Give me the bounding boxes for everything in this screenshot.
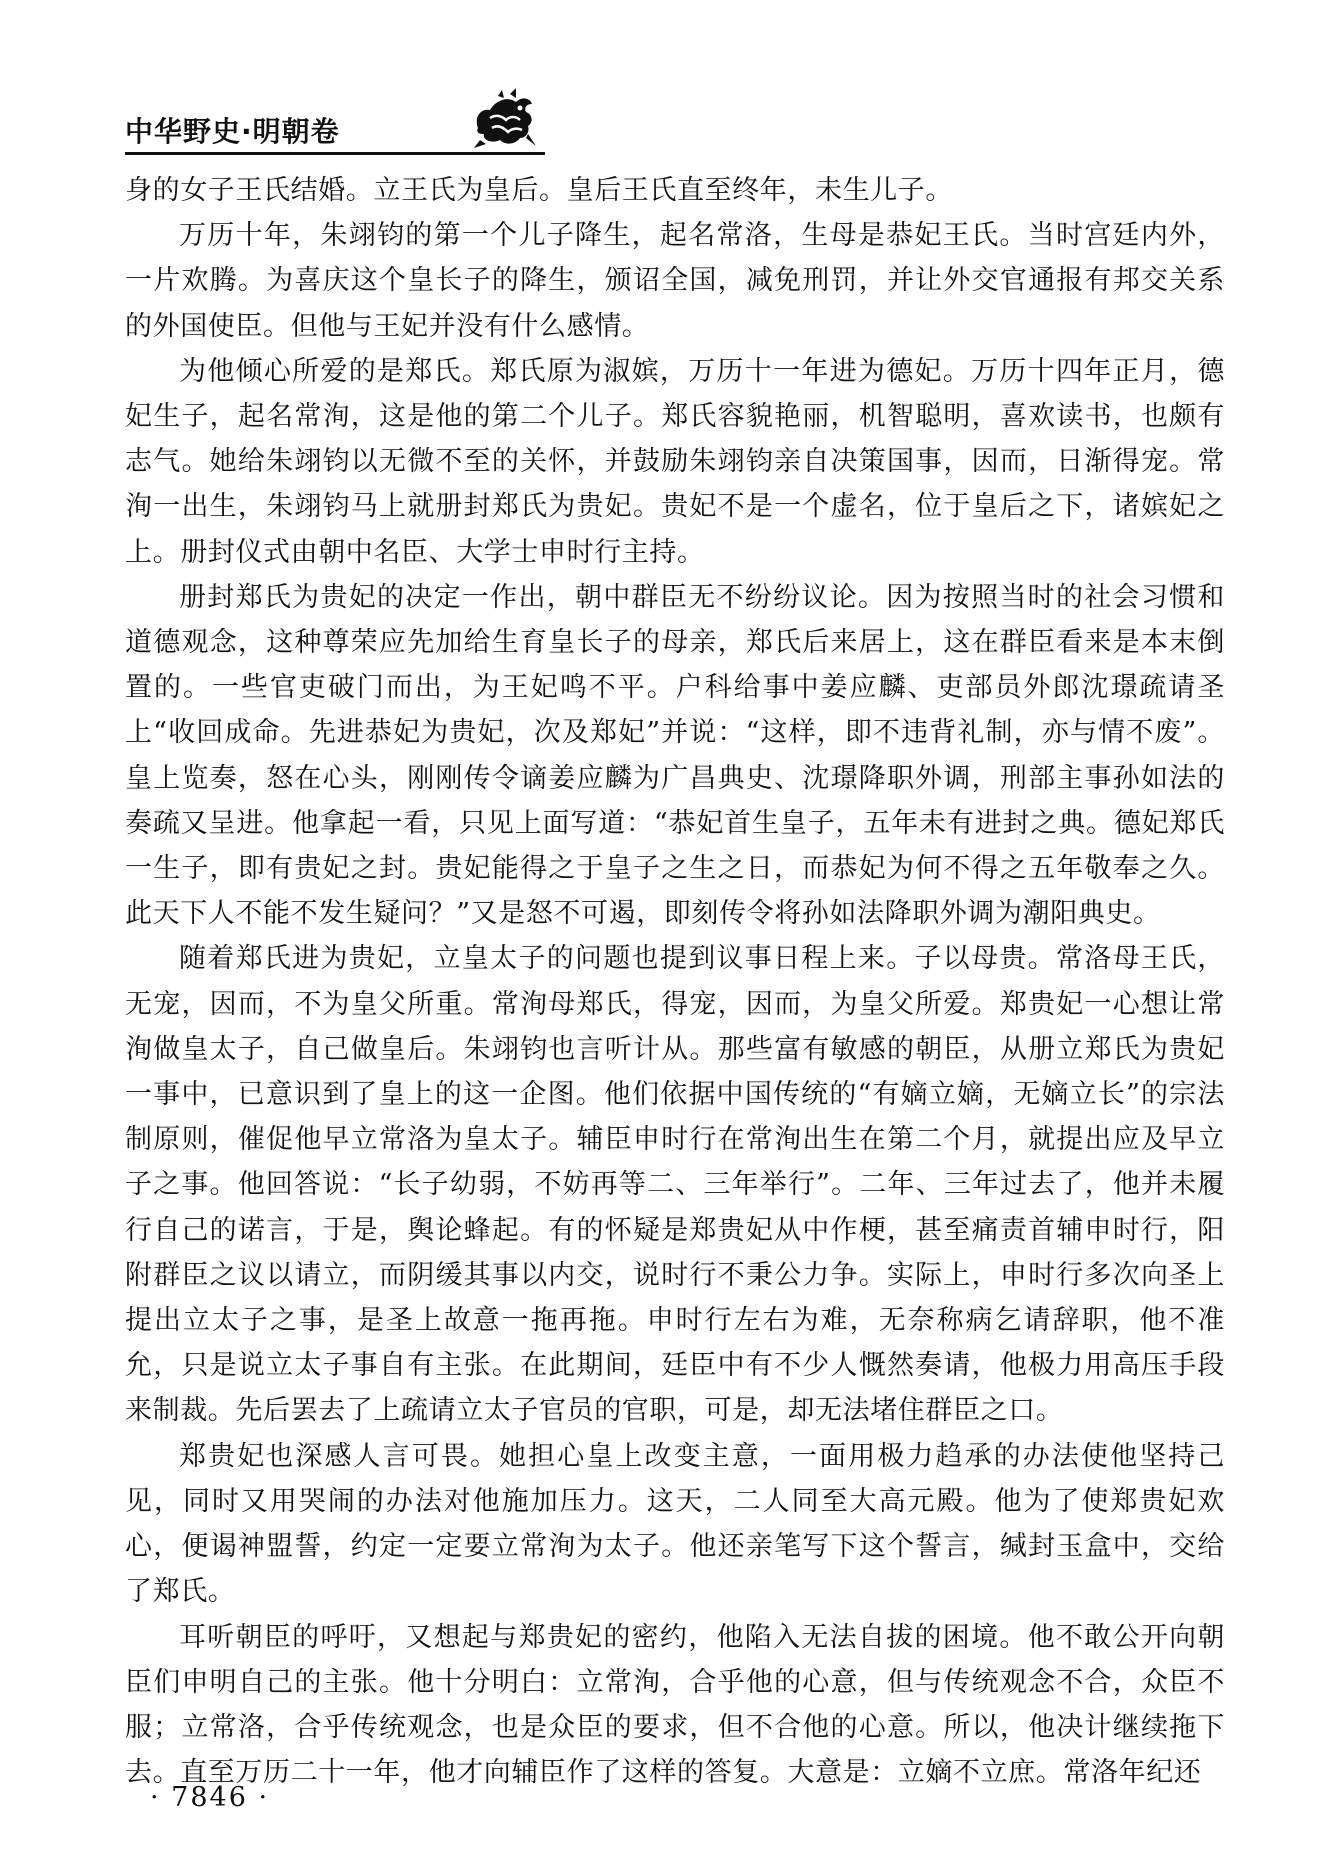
header-rule [125, 152, 545, 155]
body-text [125, 168, 1225, 1795]
dragon-ornament-icon [470, 88, 540, 150]
running-header [125, 88, 543, 154]
paragraph: 郑贵妃也深感人言可畏。她担心皇上改变主意，一面用极力趋承的办法使他坚持己见，同时又用哭闹的办法对他施加压力。这天，二人同至大高元殿。他为了使郑贵妃欢心，便谒神盟誓，约定一定要立常洵为太子。他还亲笔写下这个誓言，缄封玉盒中，交给了郑氏。 [125, 1440, 1225, 1608]
page-number: · 7846 · [150, 1782, 270, 1813]
paragraph: 册封郑氏为贵妃的决定一作出，朝中群臣无不纷纷议论。因为按照当时的社会习惯和道德观念，这种尊荣应先加给生育皇长子的母亲，郑氏后来居上，这在群臣看来是本末倒置的。一些官吏破门而出，为王妃鸣不平。户科给事中姜应麟、吏部员外郎沈璟疏请圣上“收回成命。先进恭妃为贵妃，次及郑妃”并说：“这样，即不违背礼制，亦与情不废”。皇上览奏，怒在心头，刚刚传令谪姜应麟为广昌典史、沈璟降职外调，刑部主事孙如法的奏疏又呈进。他拿起一看，只见上面写道：“恭妃首生皇子，五年未有进封之典。德妃郑氏一生子，即有贵妃之封。贵妃能得之于皇子之生之日，而恭妃为何不得之五年敬奉之久。此天下人不能不发生疑问？”又是怒不可遏，即刻传令将孙如法降职外调为潮阳典史。 [125, 581, 1225, 930]
paragraph: 随着郑氏进为贵妃，立皇太子的问题也提到议事日程上来。子以母贵。常洛母王氏，无宠，因而，不为皇父所重。常洵母郑氏，得宠，因而，为皇父所爱。郑贵妃一心想让常洵做皇太子，自己做皇后。朱翊钧也言听计从。那些富有敏感的朝臣，从册立郑氏为贵妃一事中，已意识到了皇上的这一企图。他们依据中国传统的“有嫡立嫡，无嫡立长”的宗法制原则，催促他早立常洛为皇太子。辅臣申时行在常洵出生在第二个月，就提出应及早立子之事。他回答说：“长子幼弱，不妨再等二、三年举行”。二年、三年过去了，他并未履行自己的诺言，于是，舆论蜂起。有的怀疑是郑贵妃从中作梗，甚至痛责首辅申时行，阳附群臣之议以请立，而阴缓其事以内交，说时行不秉公力争。实际上，申时行多次向圣上提出立太子之事，是圣上故意一拖再拖。申时行左右为难，无奈称病乞请辞职，他不准允，只是说立太子事自有主张。在此期间，廷臣中有不少人慨然奏请，他极力用高压手段来制裁。先后罢去了上疏请立太子官员的官职，可是，却无法堵住群臣之口。 [125, 943, 1225, 1427]
paragraph: 耳听朝臣的呼吁，又想起与郑贵妃的密约，他陷入无法自拔的困境。他不敢公开向朝臣们申明自己的主张。他十分明白：立常洵，合乎他的心意，但与传统观念不合，众臣不服；立常洛，合乎传统观念，也是众臣的要求，但不合他的心意。所以，他决计继续拖下去。直至万历二十一年，他才向辅臣作了这样的答复。大意是：立嫡不立庶。常洛年纪还 [125, 1621, 1225, 1789]
paragraph: 万历十年，朱翊钧的第一个儿子降生，起名常洛，生母是恭妃王氏。当时宫廷内外，一片欢腾。为喜庆这个皇长子的降生，颁诏全国，减免刑罚，并让外交官通报有邦交关系的外国使臣。但他与王妃并没有什么感情。 [125, 220, 1225, 342]
paragraph: 身的女子王氏结婚。立王氏为皇后。皇后王氏直至终年，未生儿子。 [125, 175, 953, 206]
book-title: 中华野史·明朝卷 [125, 115, 340, 148]
paragraph: 为他倾心所爱的是郑氏。郑氏原为淑嫔，万历十一年进为德妃。万历十四年正月，德妃生子，起名常洵，这是他的第二个儿子。郑氏容貌艳丽，机智聪明，喜欢读书，也颇有志气。她给朱翊钧以无微不至的关怀，并鼓励朱翊钧亲自决策国事，因而，日渐得宠。常洵一出生，朱翊钧马上就册封郑氏为贵妃。贵妃不是一个虚名，位于皇后之下，诸嫔妃之上。册封仪式由朝中名臣、大学士申时行主持。 [125, 355, 1225, 568]
